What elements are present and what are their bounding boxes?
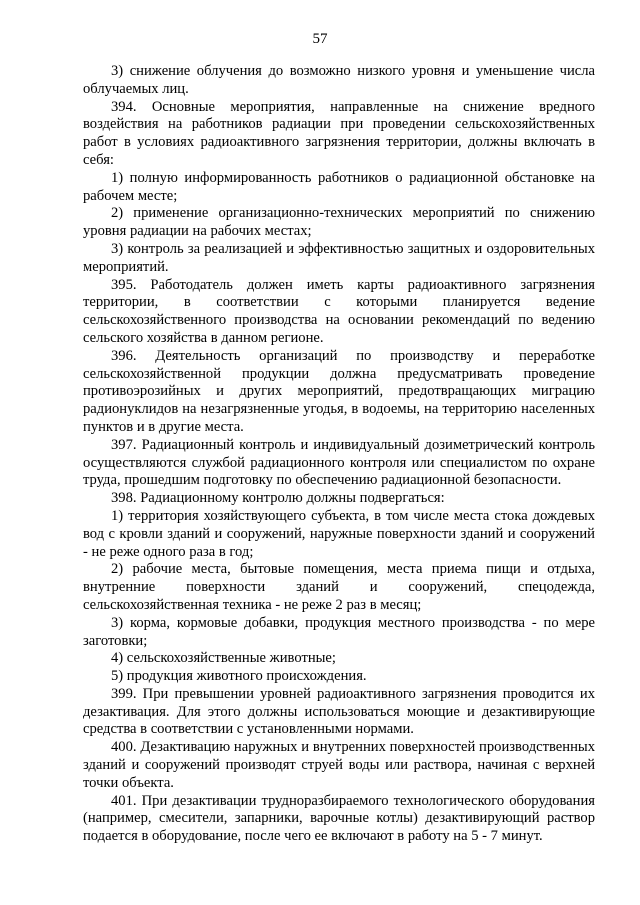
list-item-394-1: 1) полную информированность работников о радиационной обстановке на рабочем месте; bbox=[83, 169, 595, 204]
document-body bbox=[83, 63, 595, 846]
list-item-398-2: 2) рабочие места, бытовые помещения, места приема пищи и отдыха, внутренние поверхности зданий и сооружений, спецодежда, сельскохозяйственная техника - не реже 2 раз в месяц; bbox=[83, 561, 595, 613]
list-item-394-3: 3) контроль за реализацией и эффективностью защитных и оздоровительных мероприятий. bbox=[83, 240, 595, 275]
paragraph-399: 399. При превышении уровней радиоактивного загрязнения проводится их дезактивация. Для этого должны использоваться моющие и дезактивирующие средства в соответствии с установленными нормами. bbox=[83, 685, 595, 738]
paragraph-395: 395. Работодатель должен иметь карты радиоактивного загрязнения территории, в соответствии с которыми планируется ведение сельскохозяйственного производства на основании рекомендаций по ведению сельского хозяйства в данном регионе. bbox=[83, 276, 595, 346]
list-item-3-reduce-exposure: 3) снижение облучения до возможно низкого уровня и уменьшение числа облучаемых лиц. bbox=[83, 63, 595, 97]
paragraph-396: 396. Деятельность организаций по производству и переработке сельскохозяйственной продукции должна предусматривать проведение противоэрозийных и других мероприятий, предотвращающих миграцию радионуклидов на незагрязненные угодья, в водоемы, на территорию населенных пунктов и в другие места. bbox=[83, 347, 595, 435]
paragraph-397: 397. Радиационный контроль и индивидуальный дозиметрический контроль осуществляются службой радиационного контроля или специалистом по охране труда, прошедшим подготовку по обеспечению радиационной безопасности. bbox=[83, 436, 595, 489]
list-item-394-2: 2) применение организационно-технических мероприятий по снижению уровня радиации на рабочих местах; bbox=[83, 205, 595, 240]
paragraph-398: 398. Радиационному контролю должны подвергаться: bbox=[111, 490, 445, 507]
paragraph-401: 401. При дезактивации трудноразбираемого технологического оборудования (например, смесители, запарники, варочные котлы) дезактивирующий раствор подается в оборудование, после чего ее включают в работу на 5 - 7 минут. bbox=[83, 792, 595, 845]
list-item-398-5: 5) продукция животного происхождения. bbox=[111, 668, 367, 685]
paragraph-394: 394. Основные мероприятия, направленные на снижение вредного воздействия на работников радиации при проведении сельскохозяйственных работ в условиях радиоактивного загрязнения территории, должны включать в себя: bbox=[83, 98, 595, 168]
list-item-398-3: 3) корма, кормовые добавки, продукция местного производства - по мере заготовки; bbox=[83, 614, 595, 649]
page-number: 57 bbox=[312, 31, 328, 47]
list-item-398-1: 1) территория хозяйствующего субъекта, в том числе места стока дождевых вод с кровли зданий и сооружений, наружные поверхности зданий и сооружений - не реже одного раза в год; bbox=[83, 507, 595, 560]
list-item-398-4: 4) сельскохозяйственные животные; bbox=[111, 650, 336, 667]
paragraph-400: 400. Дезактивацию наружных и внутренних поверхностей производственных зданий и сооружений производят струей воды или раствора, начиная с верхней точки объекта. bbox=[83, 739, 595, 791]
